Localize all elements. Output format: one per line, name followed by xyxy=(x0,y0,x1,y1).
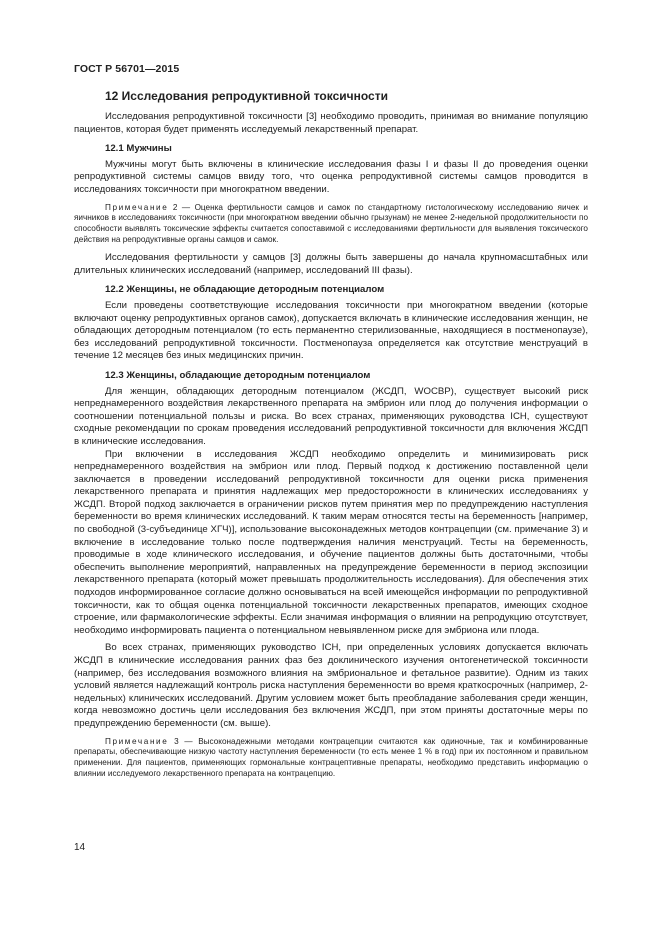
note-2-text: 2 — Оценка фертильности самцов и самок по стандартному гистологическому исследованию яичек и яичников в исследованиях токсичности (при многократном введении обычно грызунам) не менее 2-недельной продолжительности по способности выявлять токсические эффекты считается сопоставимой с исследованиями фертильности для выявления токсического действия на репродуктивные органы самцов и самок. xyxy=(74,202,588,245)
note-3 xyxy=(74,737,588,781)
section-intro: Исследования репродуктивной токсичности [3] необходимо проводить, принимая во внимание популяцию пациентов, которая будет применять исследуемый лекарственный препарат. xyxy=(74,111,588,135)
note-2 xyxy=(74,203,588,247)
paragraph-women-no-potential: Если проведены соответствующие исследования токсичности при многократном введении (которые включают оценку репродуктивных органов самок), допускается включать в клинические исследования женщин, не обладающих детородным потенциалом (то есть перманентно стерилизованные, находящиеся в постменопаузе), без исследований репродуктивной токсичности. Постменопауза определяется как отсутствие менструаций в течение 12 месяцев без иных медицинских причин. xyxy=(74,299,588,362)
document-body xyxy=(74,89,588,786)
paragraph-men-2: Исследования фертильности у самцов [3] должны быть завершены до начала крупномасштабных или длительных клинических исследований (например, исследований III фазы). xyxy=(74,252,588,276)
paragraph-women-potential-3: Во всех странах, применяющих руководство ICH, при определенных условиях допускается включать ЖСДП в клинические исследования ранних фаз без доклинического изучения онтогенетической токсичности (например, без исследования возможного влияния на эмбриональное и фетальное развитие). Одним из таких условий является надлежащий контроль риска наступления беременности во время краткосрочных (например, 2-недельных) клинических исследований. Другим условием может быть преобладание заболевания среди женщин, когда невозможно достичь цели исследования без включения ЖСДП, при этом приняты достаточные меры по предупреждению беременности (см. выше). xyxy=(74,642,588,729)
note-3-text: 3 — Высоконадежными методами контрацепции считаются как одиночные, так и комбинированные препараты, обеспечивающие низкую частоту наступления беременности (то есть менее 1 % в год) при их постоянном и правильном применении. Для пациентов, применяющих гормональные контрацептивные препараты, необходимо представить информацию о влиянии исследуемого лекарственного препарата на контрацепцию. xyxy=(74,736,588,779)
paragraph-women-potential-2: При включении в исследования ЖСДП необходимо определить и минимизировать риск непреднамеренного воздействия на эмбрион или плод. Первый подход к достижению поставленной цели заключается в проведении исследований репродуктивной токсичности для оценки риска применения лекарственного препарата и принятия надлежащих мер предосторожности в клинических исследованиях у ЖСДП. Второй подход заключается в ограничении рисков путем принятия мер по предупреждению наступления беременности во время клинических исследований. К таким мерам относятся тесты на беременность [например, по свободной (3-субъединице ХГЧ)], использование высоконадежных методов контрацепции (см. примечание 3) и включение в исследование только после подтверждения наличия менструаций. Тесты на беременность, проводимые в ходе клинического исследования, и обучение пациентов должны быть достаточными, чтобы обеспечить выполнение мероприятий, направленных на предупреждение беременности в период экспозиции лекарственного препарата (который может превышать продолжительность исследования). Для обеспечения этих подходов информированное согласие должно основываться на всей имеющейся информации по репродуктивной токсичности, как то общая оценка потенциальной токсичности лекарственных препаратов, имеющих сходное строение, или фармакологические эффекты. Если значимая информация о влиянии на репродукцию отсутствует, необходимо информировать пациента о потенциальном невыявленном риске для эмбриона или плода. xyxy=(74,448,588,636)
note-3-label: Примечание xyxy=(105,736,169,746)
paragraph-women-potential-1: Для женщин, обладающих детородным потенциалом (ЖСДП, WOCBP), существует высокий риск непреднамеренного воздействия лекарственного препарата на эмбрион или плод до получения информации о соотношении потенциальной пользы и риска. Во всех странах, применяющих руководства ICH, существуют сходные рекомендации по срокам проведения исследований репродуктивной токсичности для включения ЖСДП в клинические исследования. xyxy=(74,385,588,447)
subsection-title-women-no-potential: 12.2 Женщины, не обладающие детородным потенциалом xyxy=(105,284,385,296)
subsection-title-men: 12.1 Мужчины xyxy=(105,143,172,155)
page-number: 14 xyxy=(74,842,86,853)
subsection-title-women-potential: 12.3 Женщины, обладающие детородным потенциалом xyxy=(105,369,371,381)
paragraph-men-1: Мужчины могут быть включены в клинические исследования фазы I и фазы II до проведения оценки репродуктивной системы самцов ввиду того, что оценка репродуктивной системы самцов проводится в исследованиях токсичности при многократном введении. xyxy=(74,158,588,195)
document-code: ГОСТ Р 56701—2015 xyxy=(74,63,180,75)
note-2-label: Примечание xyxy=(105,202,169,212)
section-title: 12 Исследования репродуктивной токсичности xyxy=(105,89,388,103)
